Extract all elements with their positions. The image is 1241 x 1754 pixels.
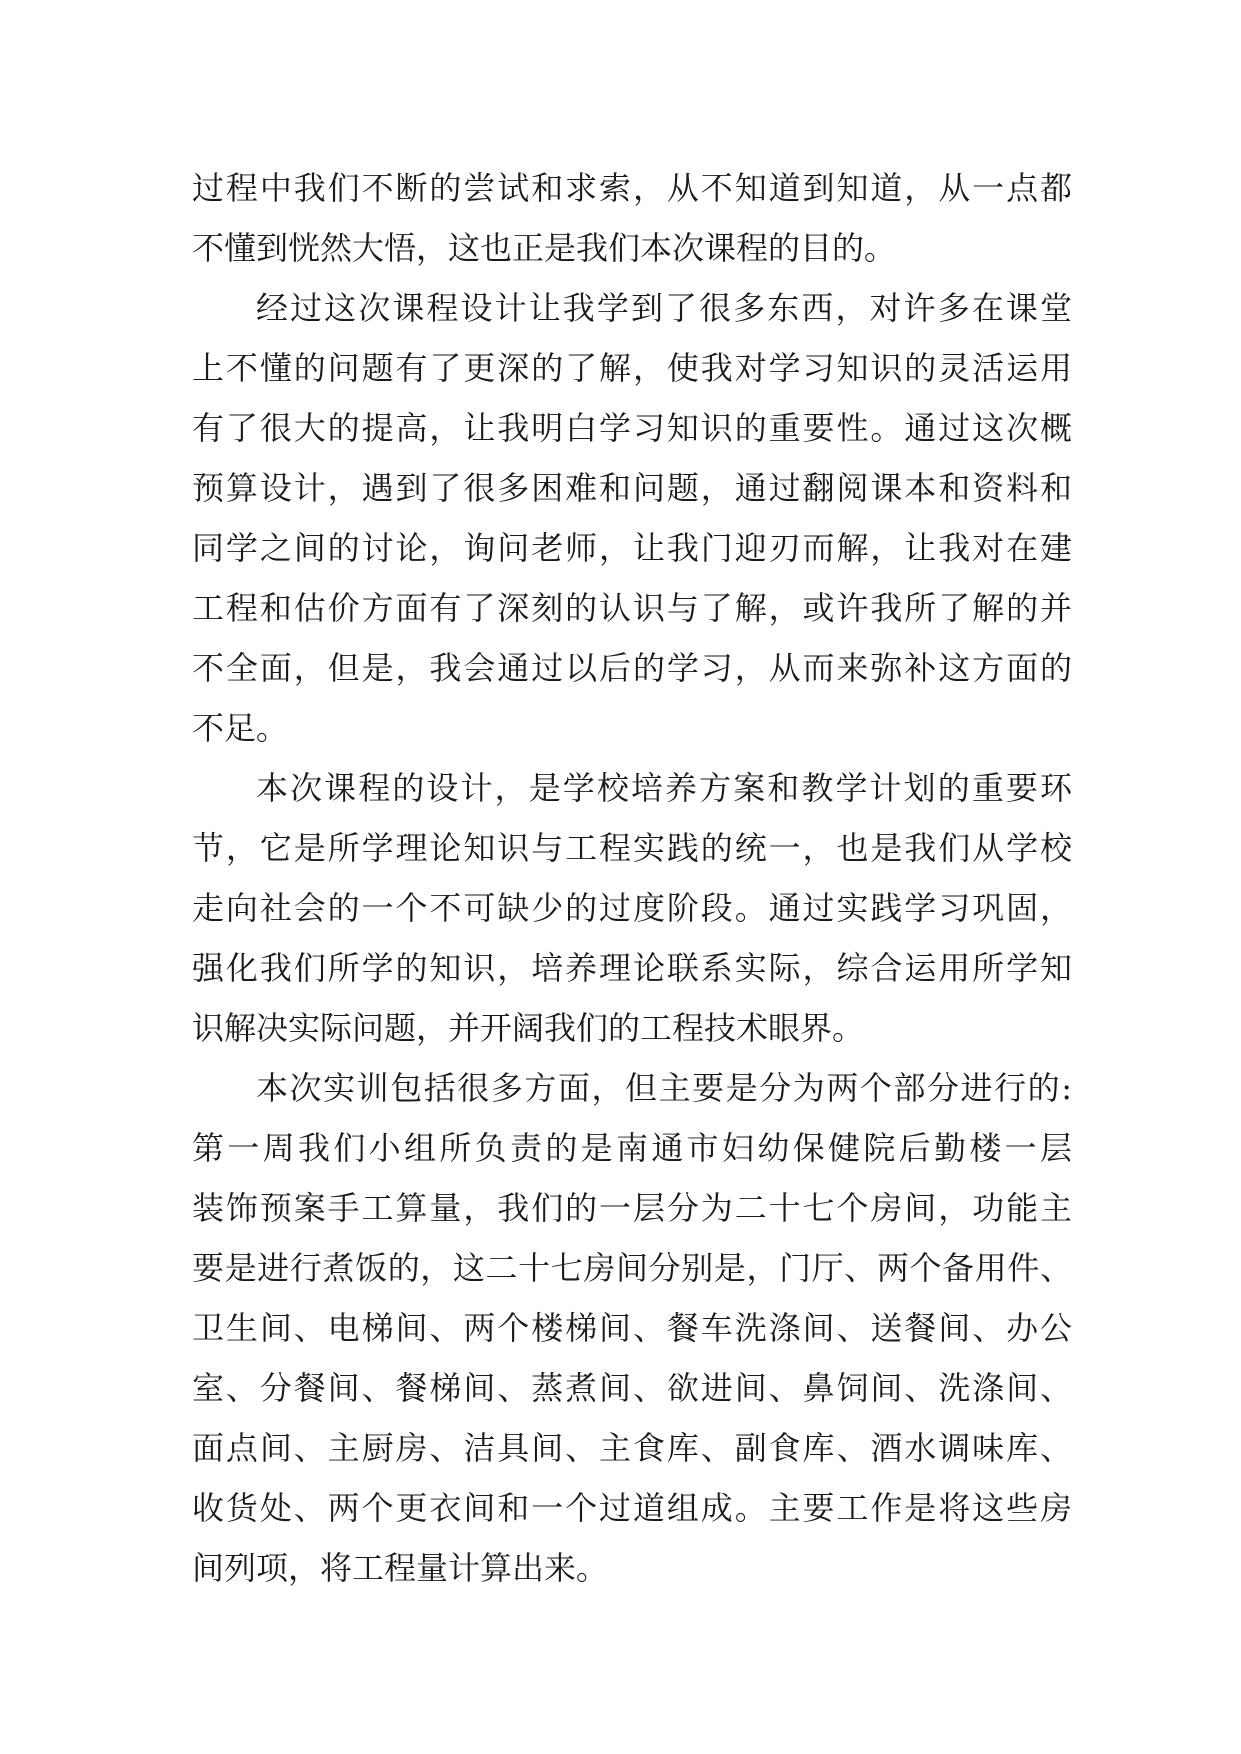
text-line: 工程和估价方面有了深刻的认识与了解，或许我所了解的并 bbox=[192, 589, 1072, 627]
text-line: 走向社会的一个不可缺少的过度阶段。通过实践学习巩固， bbox=[192, 889, 1072, 927]
text-line: 过程中我们不断的尝试和求索，从不知道到知道，从一点都 bbox=[192, 169, 1072, 207]
text-line: 上不懂的问题有了更深的了解，使我对学习知识的灵活运用 bbox=[192, 349, 1072, 387]
text-line: 装饰预案手工算量，我们的一层分为二十七个房间，功能主 bbox=[192, 1189, 1072, 1227]
text-line: 节，它是所学理论知识与工程实践的统一，也是我们从学校 bbox=[192, 829, 1072, 867]
text-line: 同学之间的讨论，询问老师，让我门迎刃而解，让我对在建 bbox=[192, 529, 1072, 567]
text-line: 本次课程的设计，是学校培养方案和教学计划的重要环 bbox=[256, 769, 1072, 807]
text-line: 不懂到恍然大悟，这也正是我们本次课程的目的。 bbox=[192, 229, 897, 267]
text-line: 第一周我们小组所负责的是南通市妇幼保健院后勤楼一层 bbox=[192, 1129, 1072, 1167]
text-line: 不全面，但是，我会通过以后的学习，从而来弥补这方面的 bbox=[192, 649, 1072, 687]
text-line: 面点间、主厨房、洁具间、主食库、副食库、酒水调味库、 bbox=[192, 1429, 1072, 1467]
text-line: 不足。 bbox=[192, 709, 289, 747]
text-line: 经过这次课程设计让我学到了很多东西，对许多在课堂 bbox=[256, 289, 1072, 327]
text-line: 强化我们所学的知识，培养理论联系实际，综合运用所学知 bbox=[192, 949, 1072, 987]
document-body bbox=[192, 158, 1072, 1598]
paragraph bbox=[192, 1058, 1072, 1598]
paragraph bbox=[192, 158, 1072, 278]
text-line: 有了很大的提高，让我明白学习知识的重要性。通过这次概 bbox=[192, 409, 1072, 447]
text-line: 卫生间、电梯间、两个楼梯间、餐车洗涤间、送餐间、办公 bbox=[192, 1309, 1072, 1347]
text-line: 预算设计，遇到了很多困难和问题，通过翻阅课本和资料和 bbox=[192, 469, 1072, 507]
paragraph bbox=[192, 758, 1072, 1058]
text-line: 要是进行煮饭的，这二十七房间分别是，门厅、两个备用件、 bbox=[192, 1249, 1072, 1287]
text-line: 收货处、两个更衣间和一个过道组成。主要工作是将这些房 bbox=[192, 1489, 1072, 1527]
paragraph bbox=[192, 278, 1072, 758]
text-line: 室、分餐间、餐梯间、蒸煮间、欲进间、鼻饲间、洗涤间、 bbox=[192, 1369, 1072, 1407]
text-line: 间列项，将工程量计算出来。 bbox=[192, 1549, 609, 1587]
text-line: 本次实训包括很多方面，但主要是分为两个部分进行的: bbox=[256, 1069, 1072, 1107]
text-line: 识解决实际问题，并开阔我们的工程技术眼界。 bbox=[192, 1009, 865, 1047]
